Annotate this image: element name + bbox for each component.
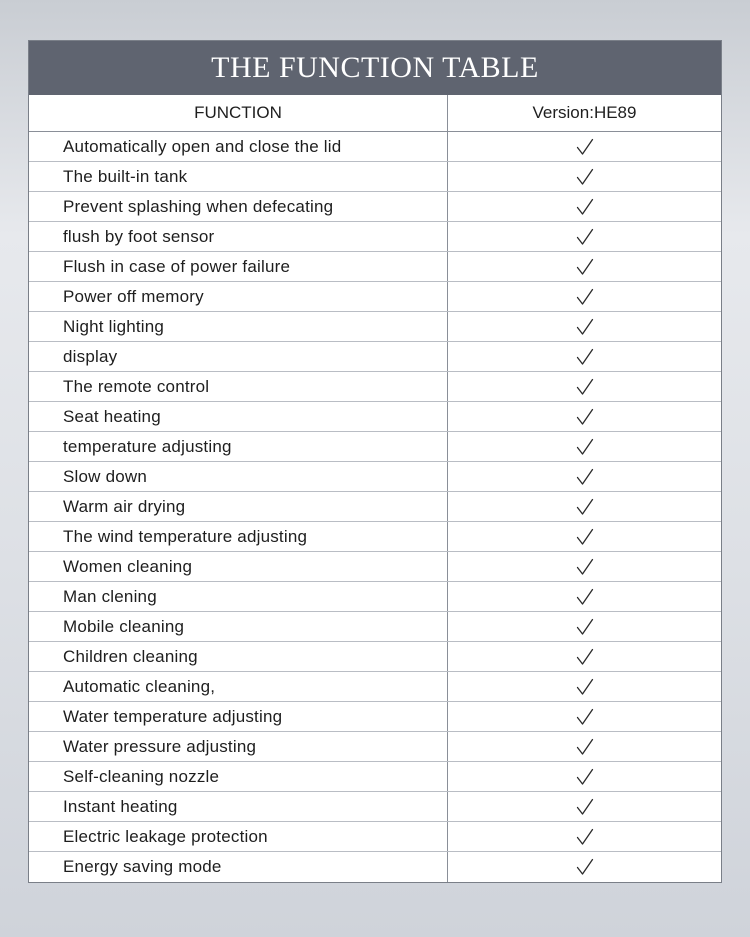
support-cell bbox=[448, 702, 721, 731]
support-cell bbox=[448, 402, 721, 431]
support-cell bbox=[448, 282, 721, 311]
function-name-cell: Prevent splashing when defecating bbox=[29, 192, 448, 221]
support-cell bbox=[448, 192, 721, 221]
function-name-cell: Man clening bbox=[29, 582, 448, 611]
checkmark-icon bbox=[576, 828, 594, 846]
support-cell bbox=[448, 822, 721, 851]
function-name-cell: The remote control bbox=[29, 372, 448, 401]
function-name-cell: display bbox=[29, 342, 448, 371]
support-cell bbox=[448, 732, 721, 761]
checkmark-icon bbox=[576, 648, 594, 666]
function-name-cell: Women cleaning bbox=[29, 552, 448, 581]
support-cell bbox=[448, 852, 721, 882]
checkmark-icon bbox=[576, 708, 594, 726]
function-name-cell: Power off memory bbox=[29, 282, 448, 311]
checkmark-icon bbox=[576, 138, 594, 156]
table-row bbox=[29, 582, 721, 612]
table-row bbox=[29, 282, 721, 312]
function-name-cell: The built-in tank bbox=[29, 162, 448, 191]
checkmark-icon bbox=[576, 588, 594, 606]
checkmark-icon bbox=[576, 228, 594, 246]
table-row bbox=[29, 522, 721, 552]
table-row bbox=[29, 192, 721, 222]
function-name-cell: Mobile cleaning bbox=[29, 612, 448, 641]
checkmark-icon bbox=[576, 258, 594, 276]
table-row bbox=[29, 162, 721, 192]
checkmark-icon bbox=[576, 168, 594, 186]
checkmark-icon bbox=[576, 318, 594, 336]
table-row bbox=[29, 552, 721, 582]
table-row bbox=[29, 642, 721, 672]
checkmark-icon bbox=[576, 348, 594, 366]
checkmark-icon bbox=[576, 858, 594, 876]
table-row bbox=[29, 612, 721, 642]
checkmark-icon bbox=[576, 528, 594, 546]
checkmark-icon bbox=[576, 678, 594, 696]
support-cell bbox=[448, 612, 721, 641]
checkmark-icon bbox=[576, 738, 594, 756]
checkmark-icon bbox=[576, 378, 594, 396]
checkmark-icon bbox=[576, 408, 594, 426]
function-name-cell: Warm air drying bbox=[29, 492, 448, 521]
support-cell bbox=[448, 342, 721, 371]
checkmark-icon bbox=[576, 438, 594, 456]
function-name-cell: Electric leakage protection bbox=[29, 822, 448, 851]
support-cell bbox=[448, 642, 721, 671]
function-name-cell: flush by foot sensor bbox=[29, 222, 448, 251]
checkmark-icon bbox=[576, 198, 594, 216]
support-cell bbox=[448, 222, 721, 251]
function-name-cell: Slow down bbox=[29, 462, 448, 491]
checkmark-icon bbox=[576, 468, 594, 486]
function-name-cell: temperature adjusting bbox=[29, 432, 448, 461]
table-row bbox=[29, 462, 721, 492]
table-title-bar bbox=[29, 41, 721, 95]
header-version: Version:HE89 bbox=[532, 103, 637, 122]
support-cell bbox=[448, 522, 721, 551]
function-name-cell: Water temperature adjusting bbox=[29, 702, 448, 731]
table-body bbox=[29, 132, 721, 882]
table-row bbox=[29, 822, 721, 852]
support-cell bbox=[448, 162, 721, 191]
support-cell bbox=[448, 492, 721, 521]
support-cell bbox=[448, 582, 721, 611]
function-table bbox=[28, 40, 722, 883]
support-cell bbox=[448, 762, 721, 791]
table-row bbox=[29, 342, 721, 372]
table-row bbox=[29, 432, 721, 462]
table-title: THE FUNCTION TABLE bbox=[211, 51, 539, 84]
table-row bbox=[29, 372, 721, 402]
function-name-cell: Automatically open and close the lid bbox=[29, 132, 448, 161]
function-name-cell: Energy saving mode bbox=[29, 852, 448, 882]
table-row bbox=[29, 852, 721, 882]
checkmark-icon bbox=[576, 768, 594, 786]
function-name-cell: Instant heating bbox=[29, 792, 448, 821]
table-row bbox=[29, 672, 721, 702]
table-row bbox=[29, 792, 721, 822]
function-name-cell: Flush in case of power failure bbox=[29, 252, 448, 281]
function-name-cell: Night lighting bbox=[29, 312, 448, 341]
table-row bbox=[29, 492, 721, 522]
support-cell bbox=[448, 312, 721, 341]
table-row bbox=[29, 732, 721, 762]
checkmark-icon bbox=[576, 558, 594, 576]
table-row bbox=[29, 132, 721, 162]
function-name-cell: Water pressure adjusting bbox=[29, 732, 448, 761]
header-function: FUNCTION bbox=[29, 95, 448, 131]
support-cell bbox=[448, 462, 721, 491]
function-name-cell: Children cleaning bbox=[29, 642, 448, 671]
support-cell bbox=[448, 132, 721, 161]
checkmark-icon bbox=[576, 618, 594, 636]
support-cell bbox=[448, 432, 721, 461]
function-name-cell: The wind temperature adjusting bbox=[29, 522, 448, 551]
support-cell bbox=[448, 672, 721, 701]
function-name-cell: Seat heating bbox=[29, 402, 448, 431]
support-cell bbox=[448, 792, 721, 821]
table-row bbox=[29, 222, 721, 252]
checkmark-icon bbox=[576, 798, 594, 816]
function-name-cell: Self-cleaning nozzle bbox=[29, 762, 448, 791]
support-cell bbox=[448, 372, 721, 401]
table-row bbox=[29, 702, 721, 732]
support-cell bbox=[448, 552, 721, 581]
table-row bbox=[29, 252, 721, 282]
function-name-cell: Automatic cleaning, bbox=[29, 672, 448, 701]
table-row bbox=[29, 402, 721, 432]
checkmark-icon bbox=[576, 288, 594, 306]
table-row bbox=[29, 312, 721, 342]
table-row bbox=[29, 762, 721, 792]
table-header-row bbox=[29, 95, 721, 132]
support-cell bbox=[448, 252, 721, 281]
checkmark-icon bbox=[576, 498, 594, 516]
